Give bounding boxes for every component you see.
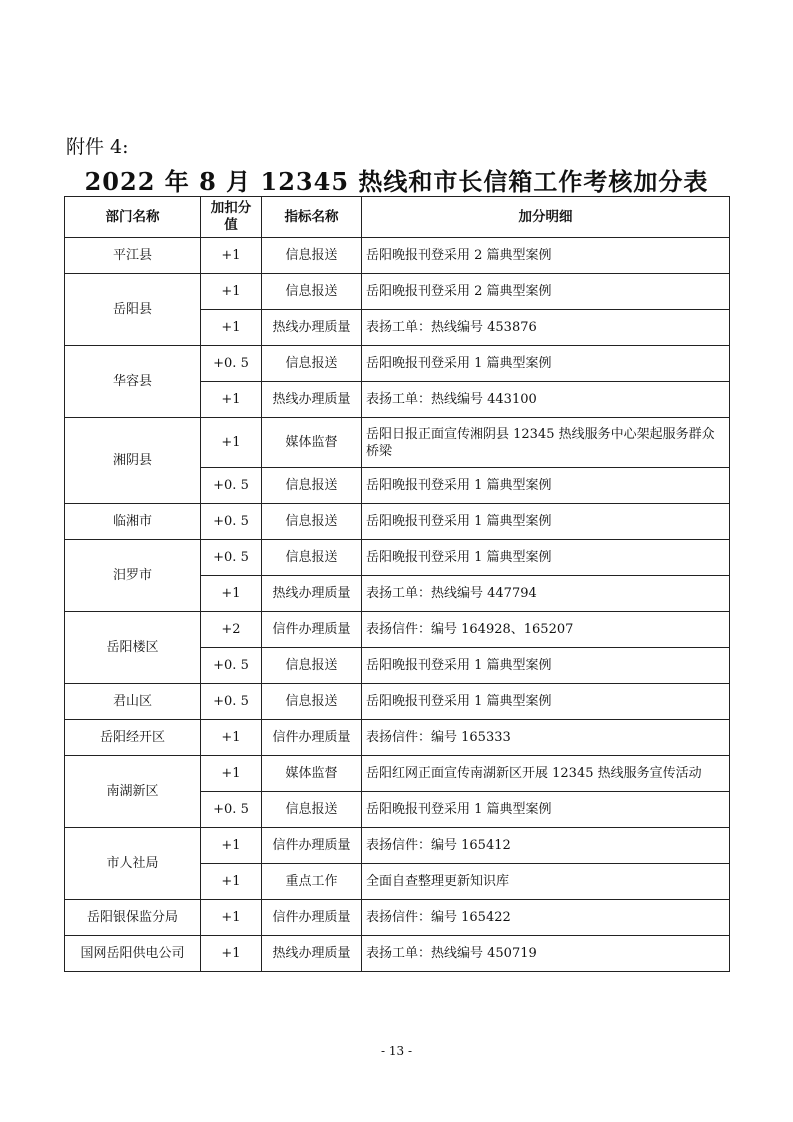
detail-cell: 岳阳晚报刊登采用 2 篇典型案例 bbox=[362, 238, 730, 274]
table-row bbox=[65, 828, 730, 864]
score-cell: +1 bbox=[201, 828, 262, 864]
indicator-cell: 信息报送 bbox=[262, 274, 362, 310]
detail-cell: 岳阳晚报刊登采用 2 篇典型案例 bbox=[362, 274, 730, 310]
table-row bbox=[65, 540, 730, 576]
indicator-cell: 信息报送 bbox=[262, 468, 362, 504]
detail-cell: 岳阳晚报刊登采用 1 篇典型案例 bbox=[362, 504, 730, 540]
detail-cell: 表扬工单：热线编号 443100 bbox=[362, 382, 730, 418]
score-cell: +1 bbox=[201, 310, 262, 346]
indicator-cell: 信件办理质量 bbox=[262, 720, 362, 756]
detail-cell: 表扬信件：编号 165333 bbox=[362, 720, 730, 756]
dept-cell: 华容县 bbox=[65, 346, 201, 418]
dept-cell: 岳阳经开区 bbox=[65, 720, 201, 756]
indicator-cell: 信息报送 bbox=[262, 648, 362, 684]
detail-cell: 全面自查整理更新知识库 bbox=[362, 864, 730, 900]
detail-cell: 岳阳日报正面宣传湘阴县 12345 热线服务中心架起服务群众桥梁 bbox=[362, 418, 730, 468]
table-row bbox=[65, 346, 730, 382]
score-cell: +1 bbox=[201, 720, 262, 756]
score-cell: +1 bbox=[201, 576, 262, 612]
score-cell: +2 bbox=[201, 612, 262, 648]
table-row bbox=[65, 756, 730, 792]
score-cell: +0. 5 bbox=[201, 346, 262, 382]
header-indicator: 指标名称 bbox=[262, 197, 362, 238]
table-row bbox=[65, 684, 730, 720]
detail-cell: 表扬工单：热线编号 450719 bbox=[362, 936, 730, 972]
table-row bbox=[65, 720, 730, 756]
indicator-cell: 媒体监督 bbox=[262, 756, 362, 792]
indicator-cell: 媒体监督 bbox=[262, 418, 362, 468]
table-row bbox=[65, 274, 730, 310]
dept-cell: 岳阳银保监分局 bbox=[65, 900, 201, 936]
header-score: 加扣分值 bbox=[201, 197, 262, 238]
indicator-cell: 热线办理质量 bbox=[262, 310, 362, 346]
indicator-cell: 信息报送 bbox=[262, 684, 362, 720]
score-cell: +1 bbox=[201, 864, 262, 900]
detail-cell: 表扬工单：热线编号 453876 bbox=[362, 310, 730, 346]
score-cell: +1 bbox=[201, 238, 262, 274]
detail-cell: 岳阳晚报刊登采用 1 篇典型案例 bbox=[362, 648, 730, 684]
detail-cell: 表扬信件：编号 165422 bbox=[362, 900, 730, 936]
header-detail: 加分明细 bbox=[362, 197, 730, 238]
dept-cell: 平江县 bbox=[65, 238, 201, 274]
indicator-cell: 热线办理质量 bbox=[262, 936, 362, 972]
detail-cell: 岳阳晚报刊登采用 1 篇典型案例 bbox=[362, 468, 730, 504]
score-cell: +1 bbox=[201, 274, 262, 310]
table-header-row bbox=[65, 197, 730, 238]
table-row bbox=[65, 612, 730, 648]
table-row bbox=[65, 936, 730, 972]
document-title: 2022 年 8 月 12345 热线和市长信箱工作考核加分表 bbox=[84, 167, 709, 196]
indicator-cell: 热线办理质量 bbox=[262, 382, 362, 418]
detail-cell: 岳阳晚报刊登采用 1 篇典型案例 bbox=[362, 346, 730, 382]
dept-cell: 君山区 bbox=[65, 684, 201, 720]
detail-cell: 岳阳红网正面宣传南湖新区开展 12345 热线服务宣传活动 bbox=[362, 756, 730, 792]
score-cell: +0. 5 bbox=[201, 792, 262, 828]
indicator-cell: 信息报送 bbox=[262, 540, 362, 576]
score-cell: +1 bbox=[201, 900, 262, 936]
indicator-cell: 重点工作 bbox=[262, 864, 362, 900]
indicator-cell: 信件办理质量 bbox=[262, 612, 362, 648]
detail-cell: 表扬信件：编号 164928、165207 bbox=[362, 612, 730, 648]
detail-cell: 岳阳晚报刊登采用 1 篇典型案例 bbox=[362, 684, 730, 720]
table-row bbox=[65, 418, 730, 468]
score-cell: +0. 5 bbox=[201, 684, 262, 720]
header-dept: 部门名称 bbox=[65, 197, 201, 238]
dept-cell: 岳阳县 bbox=[65, 274, 201, 346]
page-number: - 13 - bbox=[380, 1044, 412, 1058]
dept-cell: 岳阳楼区 bbox=[65, 612, 201, 684]
detail-cell: 表扬工单：热线编号 447794 bbox=[362, 576, 730, 612]
indicator-cell: 热线办理质量 bbox=[262, 576, 362, 612]
detail-cell: 岳阳晚报刊登采用 1 篇典型案例 bbox=[362, 540, 730, 576]
table-body bbox=[65, 238, 730, 972]
score-table bbox=[64, 196, 730, 972]
score-cell: +1 bbox=[201, 418, 262, 468]
table-row bbox=[65, 900, 730, 936]
indicator-cell: 信息报送 bbox=[262, 346, 362, 382]
detail-cell: 表扬信件：编号 165412 bbox=[362, 828, 730, 864]
table-row bbox=[65, 504, 730, 540]
score-cell: +1 bbox=[201, 936, 262, 972]
score-cell: +0. 5 bbox=[201, 468, 262, 504]
score-cell: +0. 5 bbox=[201, 540, 262, 576]
score-cell: +1 bbox=[201, 756, 262, 792]
dept-cell: 汨罗市 bbox=[65, 540, 201, 612]
indicator-cell: 信息报送 bbox=[262, 504, 362, 540]
dept-cell: 市人社局 bbox=[65, 828, 201, 900]
indicator-cell: 信件办理质量 bbox=[262, 828, 362, 864]
attachment-label: 附件 4: bbox=[66, 136, 129, 158]
table-row bbox=[65, 238, 730, 274]
score-cell: +1 bbox=[201, 382, 262, 418]
indicator-cell: 信息报送 bbox=[262, 238, 362, 274]
score-cell: +0. 5 bbox=[201, 648, 262, 684]
dept-cell: 临湘市 bbox=[65, 504, 201, 540]
indicator-cell: 信息报送 bbox=[262, 792, 362, 828]
dept-cell: 湘阴县 bbox=[65, 418, 201, 504]
detail-cell: 岳阳晚报刊登采用 1 篇典型案例 bbox=[362, 792, 730, 828]
dept-cell: 南湖新区 bbox=[65, 756, 201, 828]
dept-cell: 国网岳阳供电公司 bbox=[65, 936, 201, 972]
score-cell: +0. 5 bbox=[201, 504, 262, 540]
indicator-cell: 信件办理质量 bbox=[262, 900, 362, 936]
